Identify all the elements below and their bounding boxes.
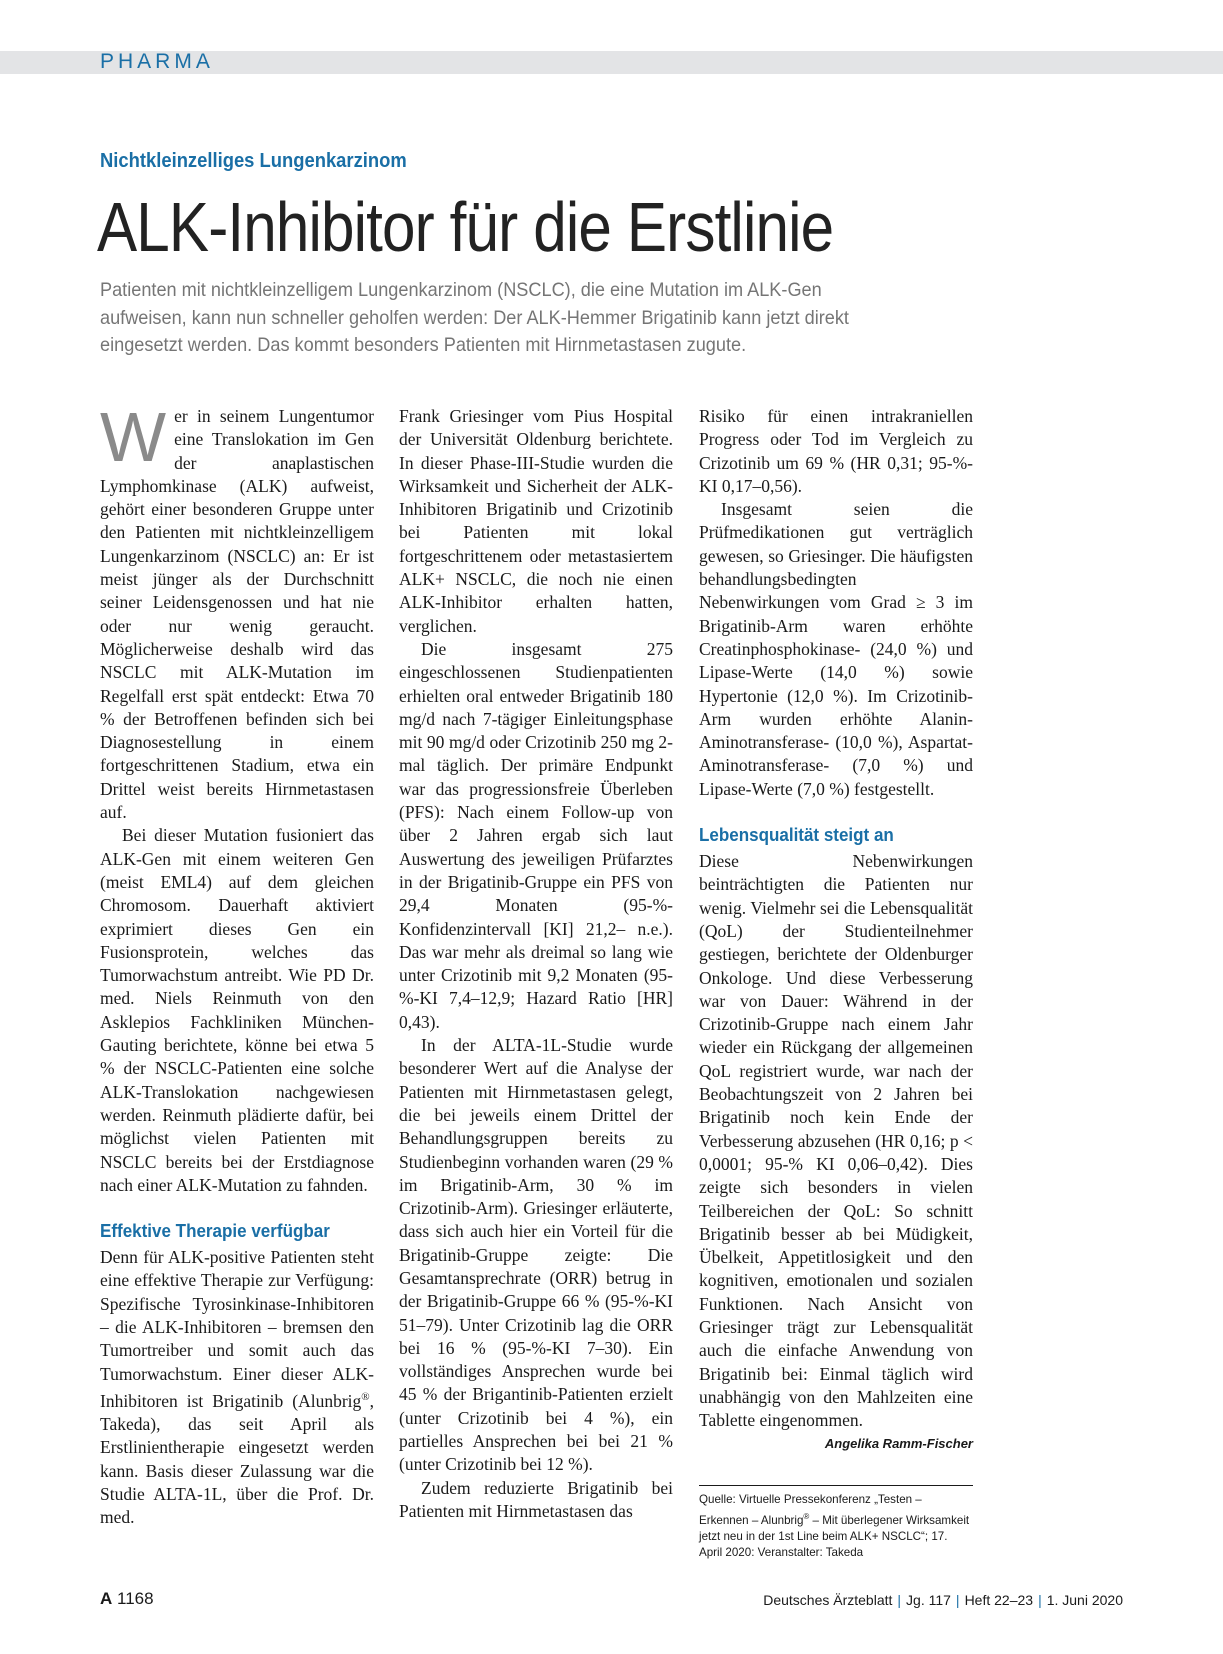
journal-date: 1. Juni 2020	[1046, 1592, 1123, 1608]
page-prefix: A	[100, 1589, 113, 1608]
paragraph-1-text: er in seinem Lungentumor eine Translokation im Gen der anaplastischen Lymphomkinase (ALK) aufweist, gehört einer besonderen Gruppe unter den Patienten mit nichtkleinzelligem Lungenkarzinom (NSCLC) an: Er ist meist jünger als der Durchschnitt seiner Leidensgenossen und hat nie oder nur wenig geraucht. Möglicherweise deshalb wird das NSCLC mit ALK-Mutation im Regelfall erst spät entdeckt: Etwa 70 % der Betroffenen befinden sich bei Diagnosestellung in einem fortgeschrittenen Stadium, etwa ein Drittel weist bereits Hirnmetastasen auf.	[100, 406, 374, 823]
paragraph-3-text-b: , Takeda), das seit April als Erstlinientherapie eingesetzt werden kann. Basis dieser Zulassung war die Studie ALTA-1L, über die Prof. Dr. med.	[100, 1390, 374, 1528]
column-2	[399, 405, 673, 1523]
page-number-value: 1168	[117, 1589, 154, 1608]
subhead-quality-of-life: Lebensqualität steigt an	[699, 824, 894, 846]
paragraph-8-text: Diese Nebenwirkungen beinträchtigten die Patienten nur wenig. Vielmehr sei die Lebensqualität (QoL) der Studienteilnehmer gestiegen, berichtete der Oldenburger Onkologe. Und diese Verbesserung war von Dauer: Während in der Crizotinib-Gruppe nach einem Jahr wieder ein Rückgang der allgemeinen QoL registriert wurde, war nach der Beobachtungszeit von 2 Jahren bei Brigatinib noch kein Ende der Verbesserung abzusehen (HR 0,16; p < 0,0001; 95-% KI 0,06–0,42). Dies zeigte sich besonders in vielen Teilbereichen der QoL: So schnitt Brigatinib besser ab bei Müdigkeit, Übelkeit, Appetitlosigkeit und den kognitiven, emotionalen und sozialen Funktionen. Nach Ansicht von Griesinger trägt zur Lebensqualität auch die einfache Anwendung von Brigatinib bei: Einmal täglich wird unabhängig von den Mahlzeiten eine Tablette eingenommen.	[699, 851, 973, 1431]
separator: |	[1038, 1592, 1042, 1608]
paragraph-6-continued: Risiko für einen intrakraniellen Progress oder Tod im Vergleich zu Crizotinib um 69 % (HR 0,31; 95-%-KI 0,17–0,56).	[699, 406, 973, 496]
paragraph-6: Zudem reduzierte Brigatinib bei Patienten mit Hirnmetastasen das	[399, 1477, 673, 1521]
column-3	[699, 405, 973, 1456]
paragraph-7: Insgesamt seien die Prüfmedikationen gut verträglich gewesen, so Griesinger. Die häufigsten behandlungsbedingten Nebenwirkungen vom Grad ≥ 3 im Brigatinib-Arm waren erhöhte Creatinphosphokinase- (24,0 %) und Lipase-Werte (14,0 %) sowie Hypertonie (12,0 %). Im Crizotinib-Arm wurden erhöhte Alanin-Aminotransferase- (10,0 %), Aspartat-Aminotransferase- (7,0 %) und Lipase-Werte (7,0 %) festgestellt.	[699, 499, 973, 799]
paragraph-2: Bei dieser Mutation fusioniert das ALK-Gen mit einem weiteren Gen (meist EML4) auf dem gleichen Chromosom. Dauerhaft aktiviert exprimiert dieses Gen ein Fusionsprotein, welches das Tumorwachstum antreibt. Wie PD Dr. med. Niels Reinmuth von den Asklepios Fachkliniken München-Gauting berichtete, könne bei etwa 5 % der NSCLC-Patienten eine solche ALK-Translokation nachgewiesen werden. Reinmuth plädierte dafür, bei möglichst vielen Patienten mit NSCLC bereits bei der Erstdiagnose nach einer ALK-Mutation zu fahnden.	[100, 825, 374, 1195]
article-kicker: Nichtkleinzelliges Lungenkarzinom	[100, 150, 407, 172]
paragraph-3-text-a: Denn für ALK-positive Patienten steht eine effektive Therapie zur Verfügung: Spezifische Tyrosinkinase-Inhibitoren – die ALK-Inhibitoren – bremsen den Tumortreiber und somit auch das Tumorwachstum. Einer dieser ALK-Inhibitoren ist Brigatinib (Alunbrig	[100, 1247, 374, 1411]
paragraph-4: Die insgesamt 275 eingeschlossenen Studienpatienten erhielten oral entweder Brigatinib 180 mg/d nach 7-tägiger Einleitungsphase mit 90 mg/d oder Crizotinib 250 mg 2-mal täglich. Der primäre Endpunkt war das progressionsfreie Überleben (PFS): Nach einem Follow-up von über 2 Jahren ergab sich laut Auswertung des jeweiligen Prüfarztes in der Brigatinib-Gruppe ein PFS von 29,4 Monaten (95-%-Konfidenzintervall [KI] 21,2– n.e.). Das war mehr als dreimal so lang wie unter Crizotinib mit 9,2 Monaten (95-%-KI 7,4–12,9; Hazard Ratio [HR] 0,43).	[399, 638, 673, 1032]
author: Angelika Ramm-Fischer	[824, 1436, 973, 1452]
journal-volume: Jg. 117	[906, 1592, 951, 1608]
drop-cap: W	[100, 398, 167, 476]
source-note	[699, 1485, 973, 1562]
section-label: PHARMA	[100, 50, 214, 73]
article-lead: Patienten mit nichtkleinzelligem Lungenkarzinom (NSCLC), die eine Mutation im ALK-Gen aufweisen, kann nun schneller geholfen werden: Der ALK-Hemmer Brigatinib kann jetzt direkt eingesetzt werden. Das kommt besonders Patienten mit Hirnmetastasen zugute.	[100, 279, 849, 356]
source-text-a: Quelle: Virtuelle Pressekonferenz „Testen – Erkennen – Alunbrig	[699, 1493, 922, 1527]
paragraph-8	[699, 850, 973, 1452]
paragraph-3-continued: Frank Griesinger vom Pius Hospital der Universität Oldenburg berichtete. In dieser Phase-III-Studie wurden die Wirksamkeit und Sicherheit der ALK-Inhibitoren Brigatinib und Crizotinib bei Patienten mit lokal fortgeschrittenem oder metastasiertem ALK+ NSCLC, die noch nie einen ALK-Inhibitor erhalten hatten, verglichen.	[399, 406, 673, 636]
subhead-effective-therapy: Effektive Therapie verfügbar	[100, 1220, 330, 1242]
paragraph-1	[100, 398, 374, 824]
journal-info	[763, 1592, 1123, 1608]
page-number	[100, 1589, 154, 1609]
paragraph-5: In der ALTA-1L-Studie wurde besonderer Wert auf die Analyse der Patienten mit Hirnmetastasen gelegt, die bei jeweils einem Drittel der Behandlungsgruppen bereits zu Studienbeginn vorhanden waren (29 % im Brigatinib-Arm, 30 % im Crizotinib-Arm). Griesinger erläuterte, dass sich auch hier ein Vorteil für die Brigatinib-Gruppe zeigte: Die Gesamtansprechrate (ORR) betrug in der Brigatinib-Gruppe 66 % (95-%-KI 51–79). Unter Crizotinib lag die ORR bei 16 % (95-%-KI 7–30). Ein vollständiges Ansprechen wurde bei 45 % der Brigantinib-Patienten erzielt (unter Crizotinib bei 4 %), ein partielles Ansprechen bei bei 21 % (unter Crizotinib bei 12 %).	[399, 1035, 673, 1475]
journal-issue: Heft 22–23	[964, 1592, 1034, 1608]
paragraph-3	[100, 1246, 374, 1529]
column-1	[100, 398, 374, 1529]
separator: |	[955, 1592, 960, 1608]
source-registered-mark: ®	[803, 1511, 810, 1521]
registered-mark: ®	[361, 1390, 370, 1403]
journal-name: Deutsches Ärzteblatt	[763, 1592, 893, 1608]
article-title: ALK-Inhibitor für die Erstlinie	[97, 188, 834, 266]
source-text-b: – Mit überlegener Wirksamkeit jetzt neu in der 1st Line beim ALK+ NSCLC“; 17. April 2020: Veranstalter: Takeda	[699, 1513, 970, 1560]
separator: |	[897, 1592, 902, 1608]
